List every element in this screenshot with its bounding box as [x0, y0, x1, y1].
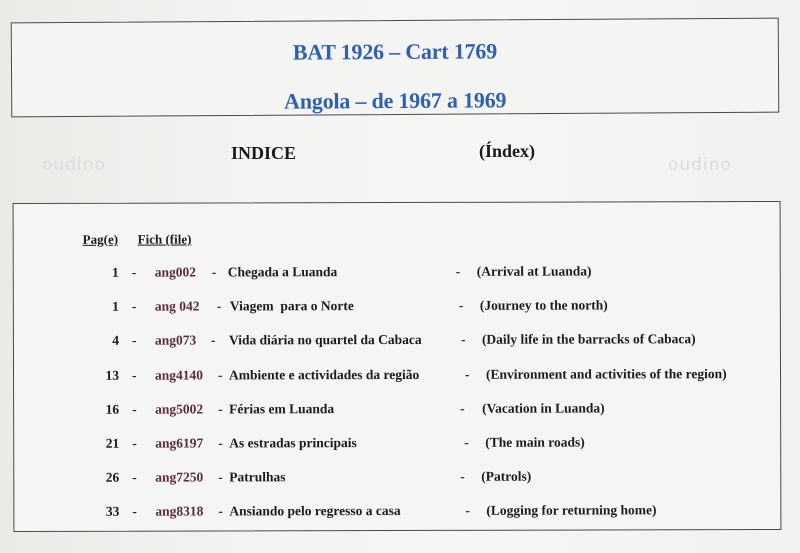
separator: -	[460, 400, 465, 416]
row-title-en: (Logging for returning home)	[486, 502, 657, 518]
table-row	[14, 366, 780, 388]
separator: -	[218, 435, 223, 451]
row-file: ang4140	[155, 367, 204, 383]
table-row	[14, 263, 780, 285]
separator: -	[218, 469, 223, 485]
separator: -	[131, 298, 137, 314]
column-header-page: Pag(e)	[82, 231, 119, 247]
row-page: 13	[105, 367, 120, 383]
row-page: 4	[112, 332, 119, 348]
row-title-pt: Férias em Luanda	[229, 401, 335, 417]
row-file: ang8318	[155, 503, 204, 519]
separator: -	[458, 297, 464, 313]
column-header-file: Fich (file)	[137, 231, 192, 247]
separator: -	[218, 367, 223, 383]
row-title-pt: Vida diária no quartel da Cabaca	[228, 331, 422, 348]
row-file: ang073	[154, 332, 197, 348]
table-row	[14, 297, 780, 319]
separator: -	[132, 435, 137, 451]
row-title-pt: Viagem para o Norte	[229, 298, 354, 314]
table-row	[14, 331, 780, 353]
row-title-pt: Ambiente e actividades da região	[229, 366, 420, 383]
row-file: ang5002	[155, 401, 204, 417]
row-file: ang002	[154, 264, 197, 280]
separator: -	[132, 469, 137, 485]
index-table	[13, 201, 782, 532]
heading-index: (Índex)	[479, 141, 536, 161]
row-page: 1	[112, 298, 119, 314]
watermark-right: oudino	[668, 155, 732, 175]
row-page: 21	[105, 435, 120, 451]
table-row	[14, 434, 780, 456]
row-title-en: (Journey to the north)	[479, 297, 608, 313]
row-title-en: (Arrival at Luanda)	[476, 263, 592, 279]
row-title-en: (Patrols)	[481, 468, 532, 484]
separator: -	[465, 502, 470, 518]
separator: -	[218, 503, 223, 519]
separator: -	[131, 332, 137, 348]
table-row	[14, 468, 780, 490]
document-title: BAT 1926 – Cart 1769	[292, 38, 498, 65]
row-page: 16	[105, 401, 120, 417]
row-file: ang 042	[154, 298, 200, 314]
separator: -	[132, 503, 137, 519]
separator: -	[460, 331, 466, 347]
row-page: 33	[105, 503, 120, 519]
heading-indice: INDICE	[231, 143, 297, 163]
row-title-pt: As estradas principais	[229, 435, 357, 451]
document-subtitle: Angola – de 1967 a 1969	[284, 87, 507, 114]
title-box	[11, 18, 780, 118]
separator: -	[465, 366, 470, 382]
row-title-pt: Patrulhas	[229, 469, 286, 485]
table-row	[14, 502, 780, 524]
row-page: 1	[111, 264, 119, 280]
row-file: ang7250	[155, 469, 204, 485]
separator: -	[216, 298, 222, 314]
row-title-en: (Daily life in the barracks of Cabaca)	[481, 331, 696, 347]
row-title-pt: Chegada a Luanda	[227, 264, 338, 280]
separator: -	[460, 468, 465, 484]
row-file: ang6197	[155, 435, 204, 451]
row-title-en: (Environment and activities of the region)	[486, 366, 727, 382]
separator: -	[218, 401, 223, 417]
row-page: 26	[105, 469, 120, 485]
separator: -	[455, 263, 461, 279]
separator: -	[132, 367, 137, 383]
row-title-en: (The main roads)	[485, 434, 585, 450]
separator: -	[131, 264, 137, 280]
row-title-pt: Ansiando pelo regresso a casa	[229, 502, 401, 519]
separator: -	[211, 264, 217, 280]
separator: -	[464, 434, 469, 450]
row-title-en: (Vacation in Luanda)	[482, 400, 605, 416]
table-row	[14, 400, 780, 422]
separator: -	[132, 401, 137, 417]
separator: -	[210, 332, 216, 348]
watermark-left: oudino	[42, 155, 106, 175]
